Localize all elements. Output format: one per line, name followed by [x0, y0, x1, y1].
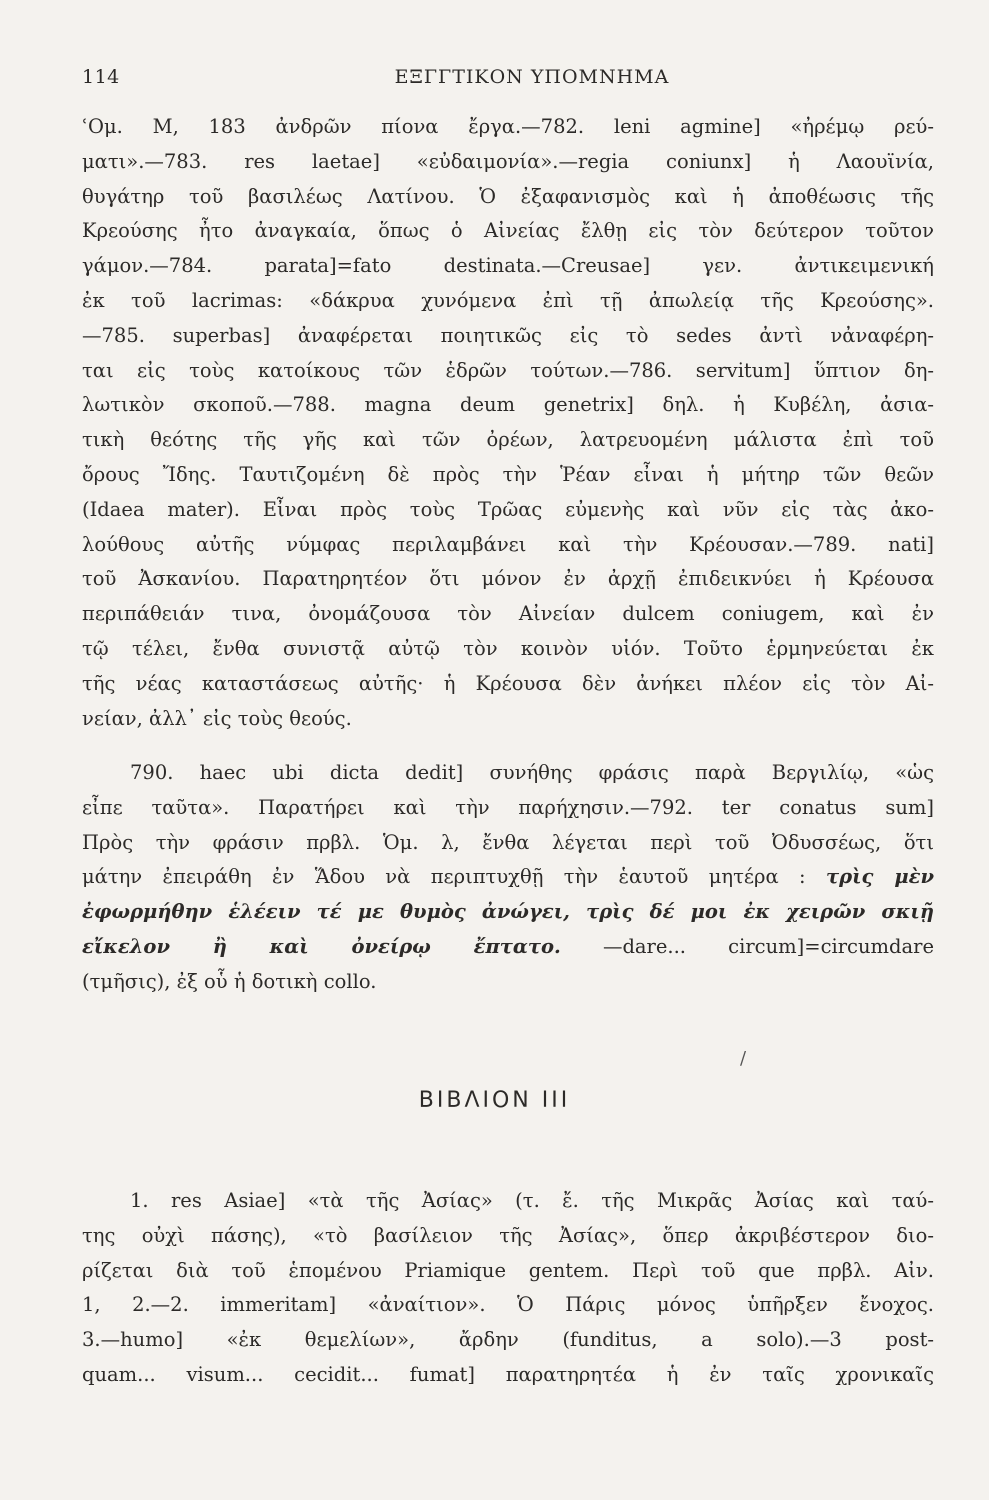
- homer-quote: εἴκελον ἢ καὶ ὀνείρῳ ἔπτατο.: [82, 934, 561, 958]
- homer-quote-line: ἐφωρμήθην ἑλέειν τέ με θυμὸς ἀνώγει, τρὶς δέ μοι ἐκ χειρῶν σκιῇ: [82, 900, 934, 924]
- text-line: λούθους αὐτῆς νύμφας περιλαμβάνει καὶ τὴν Κρέουσαν.—789. nati]: [82, 532, 934, 556]
- text-line: της οὐχὶ πάσης), «τὸ βασίλειον τῆς Ἀσίας», ὅπερ ἀκριβέστερον διο-: [82, 1223, 934, 1247]
- text-line: νείαν, ἀλλ᾽ εἰς τοὺς θεούς.: [82, 706, 352, 730]
- text-line: ματι».—783. res laetae] «εὐδαιμονία».—regia coniunx] ἡ Λαουϊνία,: [82, 149, 934, 173]
- page-header: [82, 66, 942, 96]
- text-line: [82, 860, 934, 895]
- text-line: (Idaea mater). Εἶναι πρὸς τοὺς Τρῶας εὐμενὴς καὶ νῦν εἰς τὰς ἀκο-: [82, 497, 934, 521]
- text-line: λωτικὸν σκοποῦ.—788. magna deum genetrix] δηλ. ἡ Κυβέλη, ἀσια-: [82, 393, 934, 417]
- text-line: 1, 2.—2. immeritam] «ἀναίτιον». Ὁ Πάρις μόνος ὑπῆρξεν ἔνοχος.: [82, 1293, 934, 1317]
- commentary-paragraph-1: [82, 110, 934, 736]
- text-line: περιπάθειάν τινα, ὀνομάζουσα τὸν Αἰνείαν dulcem coniugem, καὶ ἐν: [82, 602, 934, 626]
- homer-quote: τρὶς μὲν: [825, 865, 934, 889]
- text-line: τῆς νέας καταστάσεως αὐτῆς· ἡ Κρέουσα δὲν ἀνήκει πλέον εἰς τὸν Αἰ-: [82, 671, 934, 695]
- text-line: τοῦ Ἀσκανίου. Παρατηρητέον ὅτι μόνον ἐν ἀρχῇ ἐπιδεικνύει ἡ Κρέουσα: [82, 567, 934, 591]
- text-line: ὄρους Ἴδης. Ταυτιζομένη δὲ πρὸς τὴν Ῥέαν εἶναι ἡ μήτηρ τῶν θεῶν: [82, 462, 934, 486]
- text-line: τικὴ θεότης τῆς γῆς καὶ τῶν ὀρέων, λατρευομένη μάλιστα ἐπὶ τοῦ: [82, 428, 934, 452]
- text-line: εἶπε ταῦτα». Παρατήρει καὶ τὴν παρήχησιν.—792. ter conatus sum]: [82, 795, 934, 819]
- commentary-paragraph-3: [82, 1184, 934, 1393]
- text-line: 1. res Asiae] «τὰ τῆς Ἀσίας» (τ. ἔ. τῆς Μικρᾶς Ἀσίας καὶ ταύ-: [130, 1189, 934, 1212]
- text-span: —dare... circum]=circumdare: [602, 934, 934, 958]
- commentary-paragraph-2: [82, 756, 934, 1000]
- text-line: ʿΟμ. Μ, 183 ἀνδρῶν πίονα ἔργα.—782. leni agmine] «ἠρέμῳ ρεύ-: [82, 115, 934, 138]
- text-line: ἐκ τοῦ lacrimas: «δάκρυα χυνόμενα ἐπὶ τῇ ἀπωλείᾳ τῆς Κρεούσης».: [82, 288, 934, 312]
- text-line: Κρεούσης ἦτο ἀναγκαία, ὅπως ὁ Αἰνείας ἔλθῃ εἰς τὸν δεύτερον τοῦτον: [82, 219, 934, 243]
- text-line: quam... visum... cecidit... fumat] παρατηρητέα ἡ ἐν ταῖς χρονικαῖς: [82, 1362, 934, 1386]
- text-line: 3.—humo] «ἐκ θεμελίων», ἄρδην (funditus, a solo).—3 post-: [82, 1328, 934, 1352]
- text-span: μάτην ἐπειράθη ἐν Ἅδου νὰ περιπτυχθῇ τὴν ἑαυτοῦ μητέρα :: [82, 865, 806, 889]
- section-heading: ΒΙΒΛΙΟΝ ΙΙΙ: [418, 1088, 571, 1113]
- text-line: —785. superbas] ἀναφέρεται ποιητικῶς εἰς τὸ sedes ἀντὶ νἀναφέρη-: [82, 323, 934, 347]
- text-line: (τμῆσις), ἐξ οὗ ἡ δοτικὴ collo.: [82, 969, 377, 993]
- text-line: ται εἰς τοὺς κατοίκους τῶν ἑδρῶν τούτων.—786. servitum] ὕπτιον δη-: [82, 358, 934, 382]
- text-line: γάμον.—784. parata]=fato destinata.—Creusae] γεν. ἀντικειμενική: [82, 254, 934, 278]
- text-line: θυγάτηρ τοῦ βασιλέως Λατίνου. Ὁ ἐξαφανισμὸς καὶ ἡ ἀποθέωσις τῆς: [82, 184, 934, 208]
- text-line: τῷ τέλει, ἔνθα συνιστᾷ αὐτῷ τὸν κοινὸν υἱόν. Τοῦτο ἑρμηνεύεται ἐκ: [82, 636, 934, 660]
- text-line: [82, 930, 934, 965]
- text-line: Πρὸς τὴν φράσιν πρβλ. Ὁμ. λ, ἔνθα λέγεται περὶ τοῦ Ὀδυσσέως, ὅτι: [82, 830, 934, 854]
- page-number: 114: [82, 66, 120, 88]
- text-line: ρίζεται διὰ τοῦ ἑπομένου Priamique gentem. Περὶ τοῦ que πρβλ. Αἰν.: [82, 1258, 934, 1282]
- running-title: ΕΞΓΓΤΙΚΟΝ ΥΠΟΜΝΗΜΑ: [394, 66, 670, 88]
- stray-mark: /: [740, 1048, 747, 1069]
- text-line: 790. haec ubi dicta dedit] συνήθης φράσις παρὰ Βεργιλίῳ, «ὡς: [130, 761, 934, 784]
